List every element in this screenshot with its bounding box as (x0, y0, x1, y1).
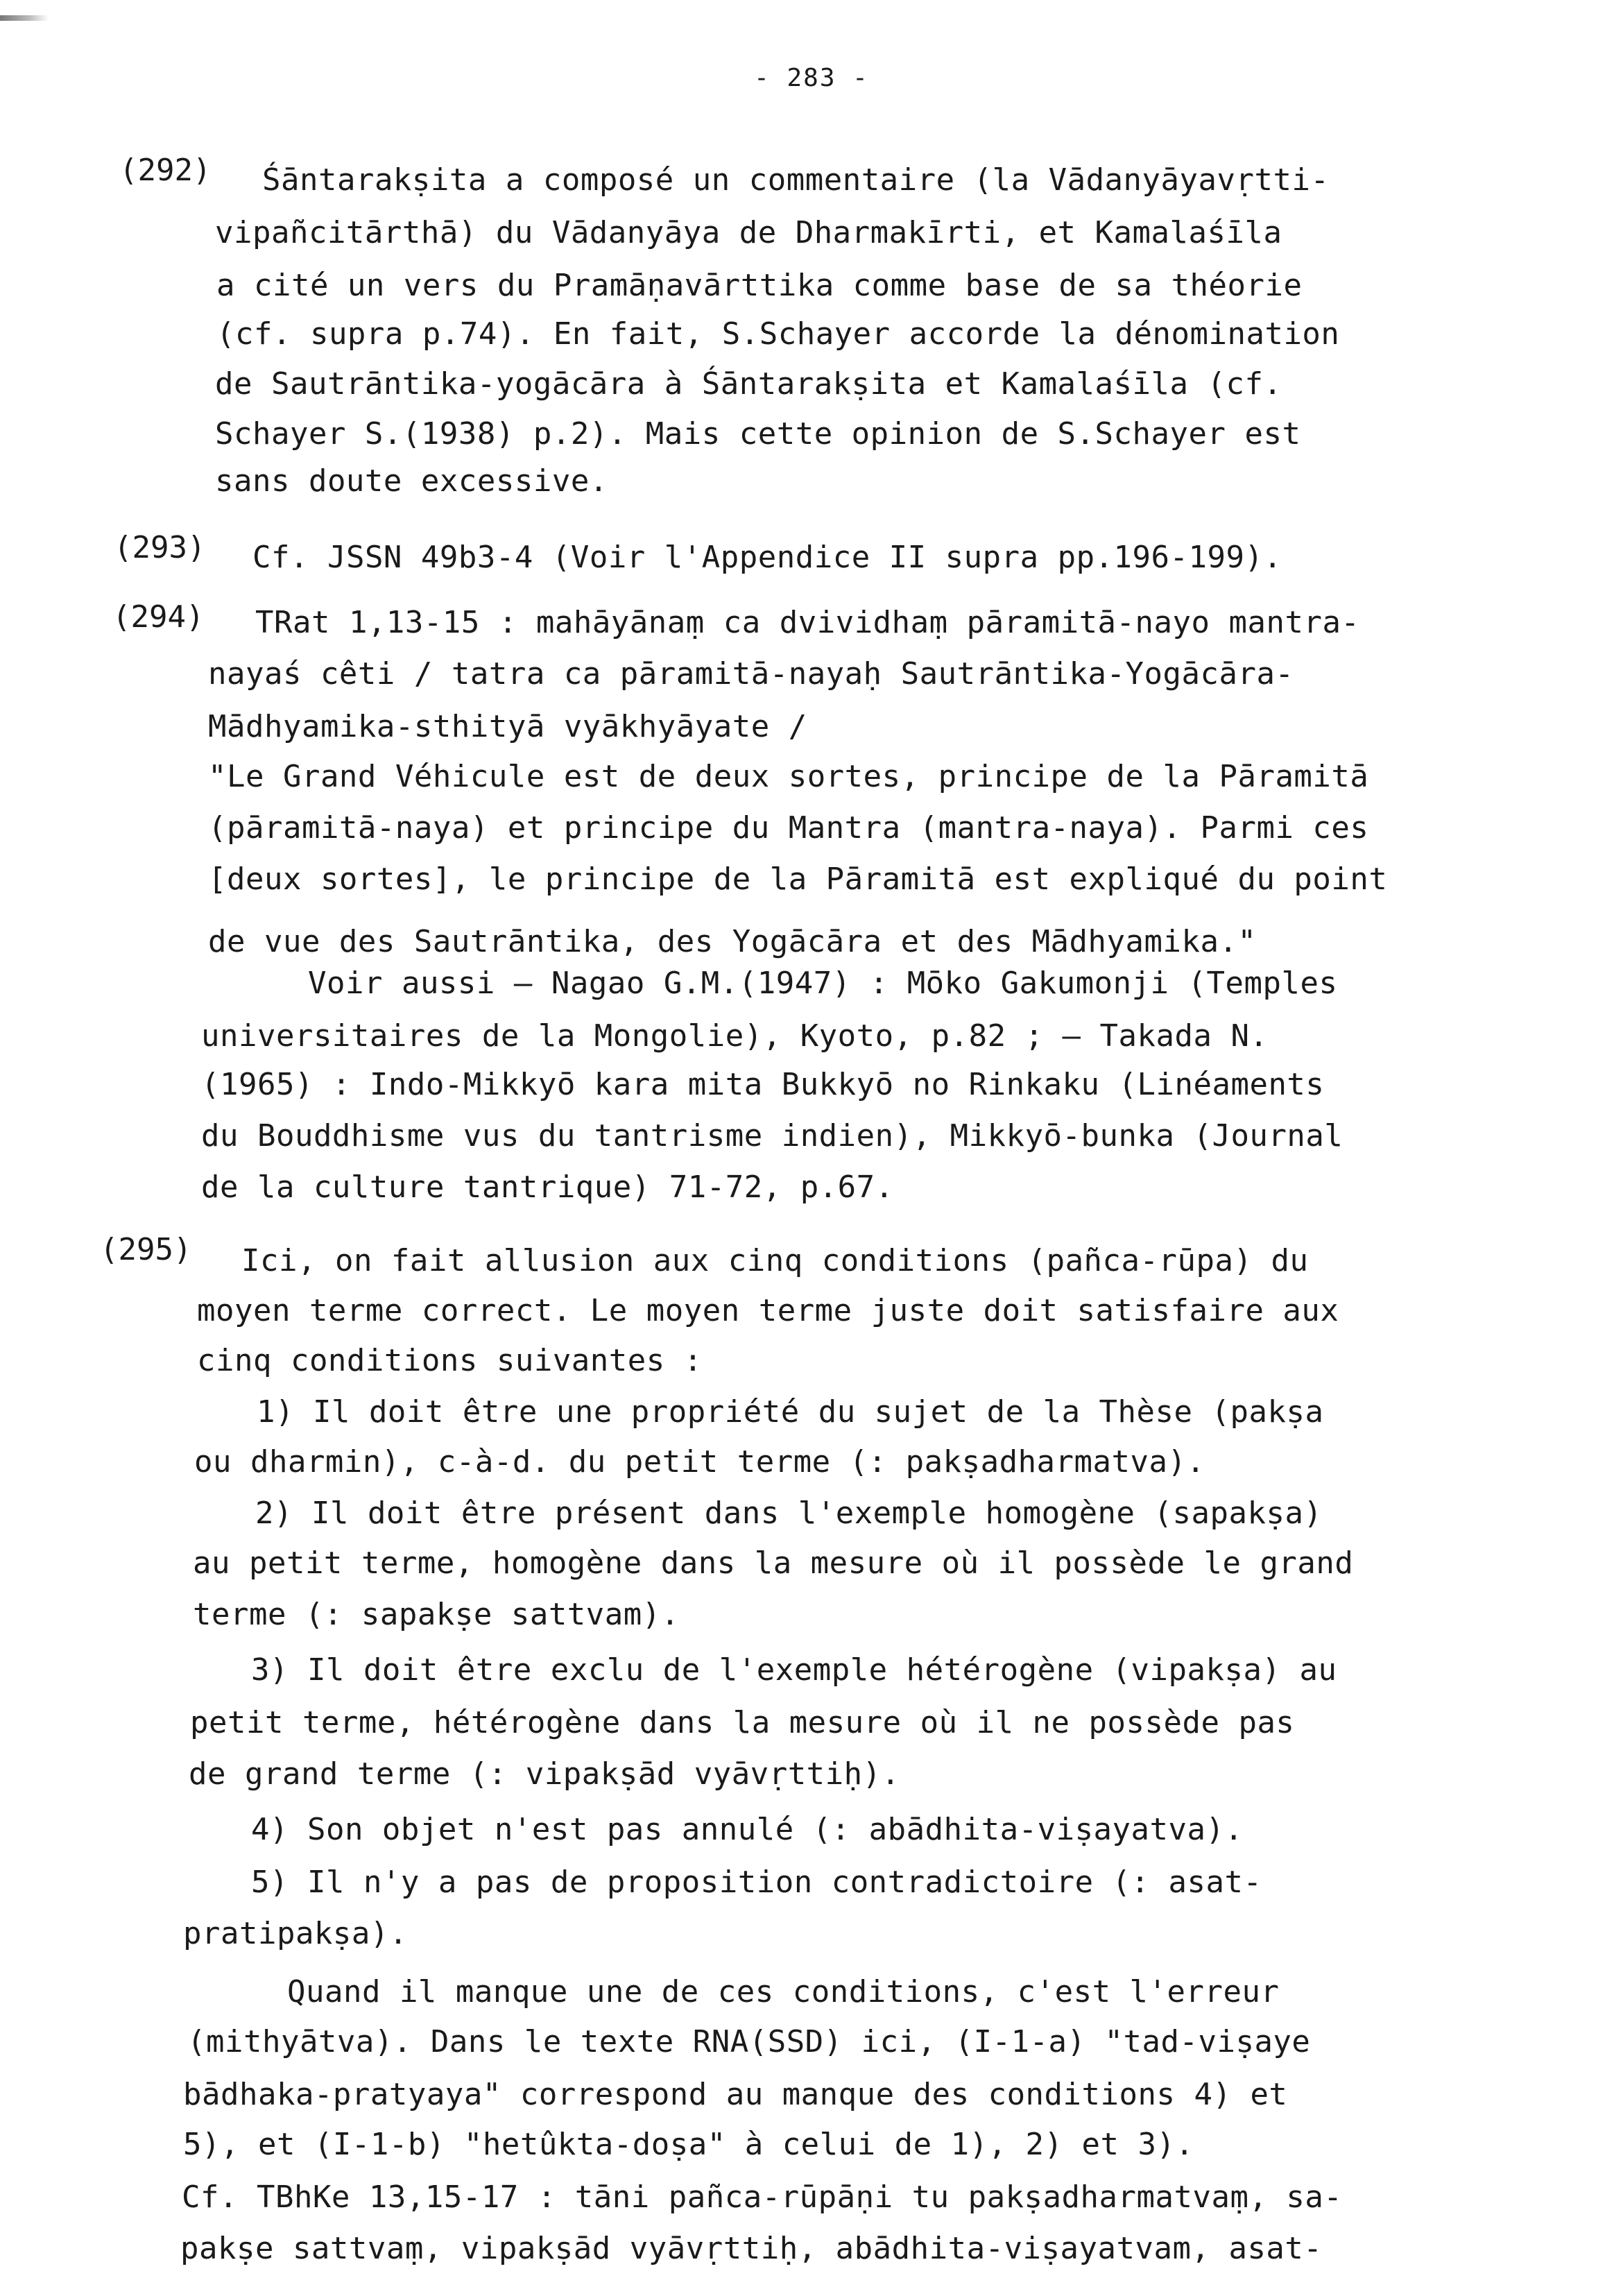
note-line: (cf. supra p.74). En fait, S.Schayer accorde la dénomination (216, 316, 1340, 352)
note-line: 5) Il n'y a pas de proposition contradictoire (: asat- (251, 1865, 1262, 1900)
note-line: Cf. JSSN 49b3-4 (Voir l'Appendice II supra pp.196-199). (252, 540, 1282, 575)
note-line: 5), et (I-1-b) "hetûkta-doṣa" à celui de 1), 2) et 3). (183, 2127, 1194, 2162)
note-line: moyen terme correct. Le moyen terme juste doit satisfaire aux (197, 1293, 1339, 1328)
note-line: a cité un vers du Pramāṇavārttika comme base de sa théorie (216, 268, 1303, 303)
note-line: 3) Il doit être exclu de l'exemple hétérogène (vipakṣa) au (251, 1652, 1337, 1688)
note-line: vipañcitārthā) du Vādanyāya de Dharmakīrti, et Kamalaśīla (215, 215, 1282, 250)
note-line: au petit terme, homogène dans la mesure où il possède le grand (193, 1545, 1354, 1581)
note-number: (294) (112, 599, 205, 635)
note-line: Mādhyamika-sthityā vyākhyāyate / (208, 709, 807, 744)
note-line: (pāramitā-naya) et principe du Mantra (mantra-naya). Parmi ces (208, 810, 1369, 846)
note-line: 2) Il doit être présent dans l'exemple homogène (sapakṣa) (255, 1496, 1323, 1531)
note-line: [deux sortes], le principe de la Pāramitā est expliqué du point (208, 862, 1388, 897)
note-line: Cf. TBhKe 13,15-17 : tāni pañca-rūpāṇi tu pakṣadharmatvaṃ, sa- (182, 2179, 1343, 2215)
note-number: (295) (100, 1232, 192, 1267)
note-line: TRat 1,13-15 : mahāyānaṃ ca dvividhaṃ pāramitā-nayo mantra- (255, 605, 1360, 640)
note-line: cinq conditions suivantes : (197, 1343, 703, 1378)
note-line: de grand terme (: vipakṣād vyāvṛttiḥ). (189, 1756, 900, 1792)
note-line: Voir aussi — Nagao G.M.(1947) : Mōko Gakumonji (Temples (308, 966, 1338, 1001)
note-line: Ici, on fait allusion aux cinq conditions (pañca-rūpa) du (241, 1243, 1309, 1278)
note-line: sans doute excessive. (215, 463, 608, 499)
note-line: Śāntarakṣita a composé un commentaire (la Vādanyāyavṛtti- (262, 162, 1330, 198)
note-line: de Sautrāntika-yogācāra à Śāntarakṣita et Kamalaśīla (cf. (215, 366, 1282, 402)
note-number: (292) (119, 153, 212, 188)
note-line: du Bouddhisme vus du tantrisme indien), Mikkyō-bunka (Journal (201, 1118, 1343, 1154)
note-line: 4) Son objet n'est pas annulé (: abādhita-viṣayatva). (251, 1812, 1244, 1847)
note-line: de vue des Sautrāntika, des Yogācāra et des Mādhyamika." (208, 924, 1257, 959)
page-number: - 283 - (754, 64, 869, 92)
note-line: Schayer S.(1938) p.2). Mais cette opinion de S.Schayer est (215, 416, 1301, 452)
note-line: nayaś cêti / tatra ca pāramitā-nayaḥ Sautrāntika-Yogācāra- (208, 656, 1294, 692)
note-line: petit terme, hétérogène dans la mesure où il ne possède pas (190, 1705, 1295, 1740)
note-line: de la culture tantrique) 71-72, p.67. (201, 1170, 894, 1205)
note-line: (1965) : Indo-Mikkyō kara mita Bukkyō no Rinkaku (Linéaments (201, 1067, 1325, 1102)
note-line: Quand il manque une de ces conditions, c'est l'erreur (287, 1974, 1280, 2010)
note-line: bādhaka-pratyaya" correspond au manque des conditions 4) et (183, 2077, 1288, 2112)
note-line: ou dharmin), c-à-d. du petit terme (: pakṣadharmatva). (194, 1444, 1205, 1480)
note-line: terme (: sapakṣe sattvam). (193, 1597, 680, 1632)
note-line: "Le Grand Véhicule est de deux sortes, principe de la Pāramitā (208, 759, 1369, 794)
note-line: pakṣe sattvaṃ, vipakṣād vyāvṛttiḥ, abādhita-viṣayatvam, asat- (180, 2231, 1323, 2266)
note-line: (mithyātva). Dans le texte RNA(SSD) ici, (I-1-a) "tad-viṣaye (187, 2024, 1311, 2059)
scan-artifact (0, 15, 49, 21)
note-line: pratipakṣa). (183, 1916, 408, 1951)
note-line: universitaires de la Mongolie), Kyoto, p.82 ; — Takada N. (201, 1018, 1269, 1054)
note-number: (293) (114, 530, 206, 565)
note-line: 1) Il doit être une propriété du sujet de la Thèse (pakṣa (257, 1394, 1324, 1430)
